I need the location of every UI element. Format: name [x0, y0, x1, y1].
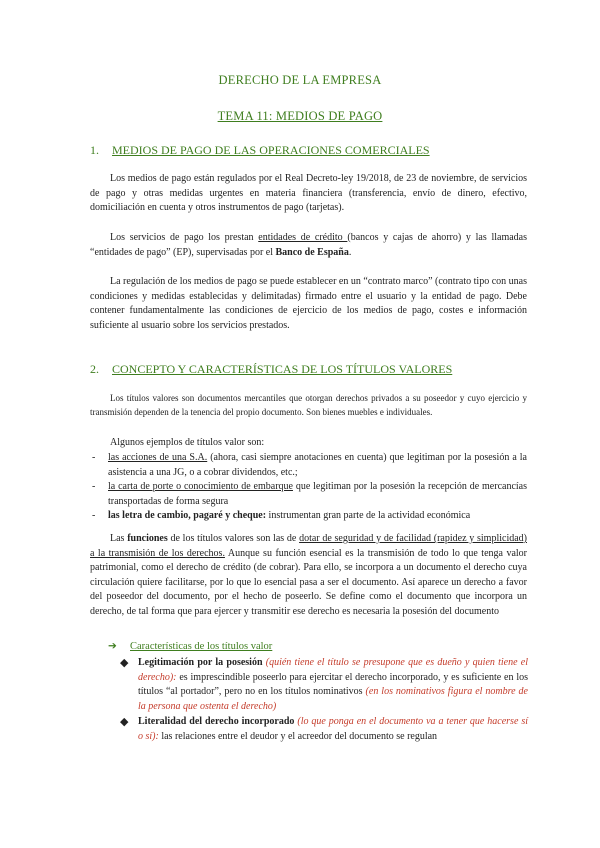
examples-list [90, 451, 527, 524]
arrow-right-icon: ➔ [108, 641, 117, 652]
functions-text-b: de los títulos valores son las de [167, 533, 300, 544]
section-2-title: CONCEPTO Y CARACTERÍSTICAS DE LOS TÍTULOS VALORES [112, 362, 453, 376]
characteristic-bold: Legitimación por la posesión [138, 657, 263, 668]
example-underlined: la carta de porte o conocimiento de embarque [108, 481, 293, 492]
example-bold: las letra de cambio, pagaré y cheque: [108, 510, 267, 521]
characteristic-bold: Literalidad del derecho incorporado [138, 716, 295, 727]
section-1-paragraph-1-text: Los medios de pago están regulados por el Real Decreto-ley 19/2018, de 23 de noviembre, de servicios de pago y otras medidas urgentes en materia financiera (transferencia, envío de dinero, efectivo, domiciliación en cuenta y otros instrumentos de pago (tarjetas). [90, 173, 527, 213]
p2-bold: Banco de España [275, 246, 349, 258]
example-text: que legitiman por la posesión la recepción de mercancías transportadas de forma segura [108, 481, 527, 507]
p2-text-a: Los servicios de pago los prestan [110, 232, 259, 243]
list-item [90, 451, 527, 480]
list-item [120, 715, 528, 744]
diamond-bullet-icon: ◆ [120, 657, 129, 669]
dash-bullet: - [92, 481, 96, 492]
example-text: (ahora, casi siempre anotaciones en cuenta) que legitiman por la posesión a la asistencia a una JG, o a cobrar dividendos, etc.; [108, 452, 527, 478]
document-subtitle: TEMA 11: MEDIOS DE PAGO [217, 109, 383, 123]
characteristic-red-note-2: (en los nominativos figura el nombre de la persona que ostenta el derecho) [138, 686, 528, 712]
section-1-title: MEDIOS DE PAGO DE LAS OPERACIONES COMERCIALES [112, 143, 430, 157]
functions-bold: funciones [127, 533, 168, 544]
list-item [90, 509, 527, 524]
functions-text-a: Las [110, 533, 128, 544]
functions-underlined: dotar de seguridad y de facilidad (rapidez y simplicidad) a la transmisión de los derechos. [90, 533, 527, 559]
list-item [120, 656, 528, 714]
example-text: instrumentan gran parte de la actividad económica [266, 510, 471, 521]
section-2-paragraph-1-text: Los títulos valores son documentos mercantiles que otorgan derechos privados a su poseedor y cuyo ejercicio y transmisión dependen de la tenencia del propio documento. Son bienes muebles e individuales. [90, 393, 527, 417]
characteristics-label: Características de los títulos valor [130, 641, 273, 652]
document-title: DERECHO DE LA EMPRESA [218, 73, 382, 87]
characteristic-red-note: (lo que ponga en el documento va a tener que hacerse sí o sí): [138, 716, 528, 742]
dash-bullet: - [92, 452, 96, 463]
p2-underlined: entidades de crédito [258, 232, 348, 243]
example-underlined: las acciones de una S.A. [108, 452, 208, 463]
section-1-paragraph-1 [90, 172, 527, 216]
section-2-paragraph-1 [90, 391, 527, 419]
characteristic-red-note: (quién tiene el título se presupone que es dueño y quien tiene el derecho): [138, 657, 528, 683]
functions-text-c: Aunque su función esencial es la transmisión de todo lo que tenga valor patrimonial, como el derecho de crédito (de cobrar). Para ello, se incorpora a un documento el derecho cuya circulación quiere facilitarse, por lo que lo esencial pasa a ser el documento. Así aparece un derecho a favor del poseedor del documento, por el hecho de poseerlo. Se define como el documento que incorpora un derecho, de tal forma que para ejercer y transmitir ese derecho es necesaria la posesión del documento [90, 547, 527, 617]
list-item [90, 480, 527, 509]
section-1-paragraph-2 [90, 231, 527, 260]
dash-bullet: - [92, 510, 96, 521]
section-2-number: 2. [90, 362, 99, 376]
characteristics-list [120, 656, 528, 745]
section-1-paragraph-3-text: La regulación de los medios de pago se puede establecer en un “contrato marco” (contrato tipo con unas condiciones y medidas establecidas y delimitadas) firmado entre el usuario y la entidad de pago. Debe contener fundamentalmente las condiciones de ejercicio de los medios de pago, costes e información suficiente al usuario sobre los servicios prestados. [90, 276, 527, 331]
p2-text-b: (bancos y cajas de ahorro) y las llamadas “entidades de pago” (EP), supervisadas por el [90, 232, 527, 258]
section-1-heading [90, 143, 430, 158]
section-1-number: 1. [90, 143, 99, 157]
p2-text-c: . [348, 246, 352, 258]
characteristic-text: las relaciones entre el deudor y el acreedor del documento se regulan [158, 730, 438, 742]
diamond-bullet-icon: ◆ [120, 716, 129, 728]
characteristic-text: es imprescindible poseerlo para ejercitar el derecho incorporado, y es suficiente en los títulos “al portador”, pero no en los títulos nominativos [138, 671, 528, 697]
characteristics-heading [108, 640, 272, 652]
examples-intro [90, 436, 527, 451]
section-2-paragraph-functions [90, 532, 527, 619]
examples-intro-text: Algunos ejemplos de títulos valor son: [110, 437, 265, 448]
section-2-heading [90, 362, 452, 377]
section-1-paragraph-3 [90, 275, 527, 333]
